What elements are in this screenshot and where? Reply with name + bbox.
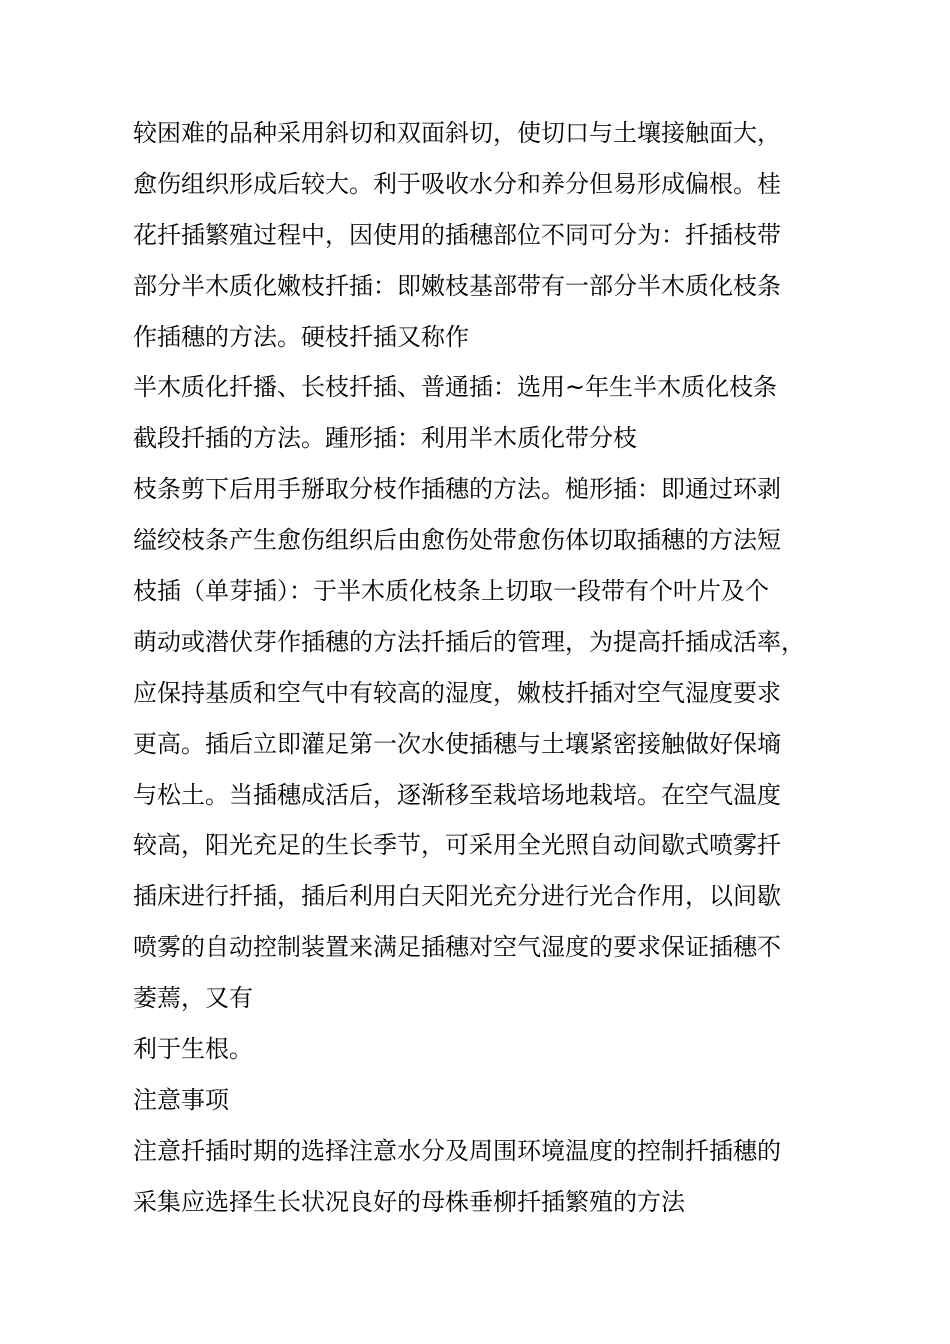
text-line: 较困难的品种采用斜切和双面斜切，使切口与土壤接触面大，: [133, 119, 781, 147]
text-line: 枝条剪下后用手掰取分枝作插穗的方法。槌形插：即通过环剥: [133, 475, 781, 504]
text-line: 截段扦插的方法。踵形插：利用半木质化带分枝: [133, 424, 637, 453]
text-line: 缢绞枝条产生愈伤组织后由愈伤处带愈伤体切取插穗的方法短: [133, 526, 781, 555]
body-text: [133, 108, 843, 1228]
text-line: 部分半木质化嫩枝扦插：即嫩枝基部带有一部分半木质化枝条: [133, 271, 781, 300]
text-line: 插床进行扦插，插后利用白天阳光充分进行光合作用，以间歇: [133, 882, 781, 911]
section-heading: 注意事项: [133, 1085, 229, 1114]
text-line: 花扦插繁殖过程中，因使用的插穗部位不同可分为：扦插枝带: [133, 220, 781, 249]
text-line: 更高。插后立即灌足第一次水使插穗与土壤紧密接触做好保墒: [133, 729, 781, 758]
text-line: 愈伤组织形成后较大。利于吸收水分和养分但易形成偏根。桂: [133, 169, 781, 198]
text-line: 采集应选择生长状况良好的母株垂柳扦插繁殖的方法: [133, 1187, 685, 1216]
text-line: 与松土。当插穗成活后，逐渐移至栽培场地栽培。在空气温度: [133, 780, 781, 809]
text-line: 较高，阳光充足的生长季节，可采用全光照自动间歇式喷雾扦: [133, 831, 781, 860]
text-line: 半木质化扦播、长枝扦插、普通插：选用~年生半木质化枝条: [133, 373, 778, 402]
text-line: 喷雾的自动控制装置来满足插穗对空气湿度的要求保证插穗不: [133, 933, 781, 962]
text-line: 作插穗的方法。硬枝扦插又称作: [133, 322, 469, 351]
text-line: 应保持基质和空气中有较高的湿度，嫩枝扦插对空气湿度要求: [133, 678, 781, 707]
text-line: 利于生根。: [133, 1035, 253, 1064]
text-line: 枝插（单芽插）：于半木质化枝条上切取一段带有个叶片及个: [133, 577, 769, 606]
text-line: 萎蔫，又有: [133, 984, 253, 1013]
text-line: 萌动或潜伏芽作插穗的方法扦插后的管理，为提高扦插成活率，: [133, 627, 805, 656]
text-line: 注意扦插时期的选择注意水分及周围环境温度的控制扦插穗的: [133, 1136, 781, 1165]
